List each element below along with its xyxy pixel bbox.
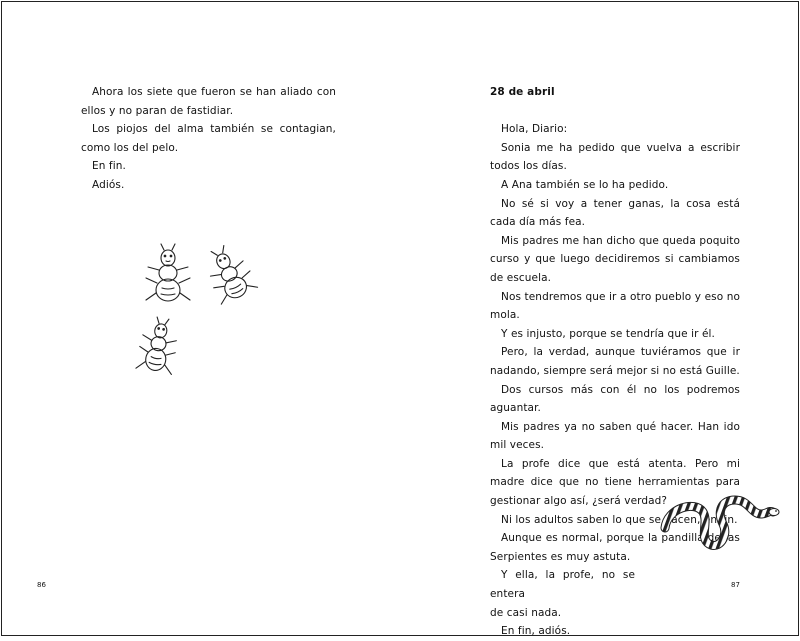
book-spread: [1, 1, 799, 636]
paragraph: Dos cursos más con él no los podremos aguantar.: [490, 383, 740, 415]
paragraph: Y es injusto, porque se tendría que ir él.: [501, 327, 715, 340]
paragraph: Mis padres ya no saben qué hacer. Han ido mil veces.: [490, 420, 740, 452]
paragraph-line: de casi nada.: [490, 606, 562, 619]
paragraph: Ahora los siete que fueron se han aliado con ellos y no paran de fastidiar.: [81, 86, 336, 117]
louse-drawing: [146, 244, 190, 301]
paragraph: En fin.: [92, 160, 126, 173]
paragraph: Aunque es normal, porque la pandilla de las Serpientes es muy astuta.: [490, 532, 740, 563]
louse-drawing: [136, 315, 181, 374]
snake-illustration: [655, 490, 781, 552]
paragraph: Los piojos del alma también se contagian, como los del pelo.: [81, 123, 336, 154]
lice-illustration: [130, 242, 270, 392]
paragraph: Hola, Diario:: [501, 123, 568, 136]
right-page-text: [490, 83, 740, 641]
left-page: [2, 2, 401, 635]
page-number: 86: [37, 581, 46, 589]
paragraph: Adiós.: [92, 178, 125, 191]
paragraph: Nos tendremos que ir a otro pueblo y eso no mola.: [490, 290, 740, 322]
left-page-text: [81, 83, 336, 195]
paragraph: A Ana también se lo ha pedido.: [501, 178, 669, 191]
closing: En fin, adiós.: [501, 625, 571, 638]
paragraph: Sonia me ha pedido que vuelva a escribir todos los días.: [490, 141, 740, 173]
paragraph: Pero, la verdad, aunque tuviéramos que ir nadando, siempre será mejor si no está Guille.: [490, 346, 740, 377]
paragraph-line: Y ella, la profe, no se entera: [490, 569, 635, 601]
paragraph: No sé si voy a tener ganas, la cosa está cada día más fea.: [490, 197, 740, 229]
louse-drawing: [199, 242, 258, 305]
paragraph: Ni los adultos saben lo que se hacen, en fin.: [501, 513, 738, 526]
paragraph: La profe dice que está atenta. Pero mi madre dice que no tiene herramientas para gestionar algo así, ¿será verdad?: [490, 457, 740, 508]
right-page: [401, 2, 800, 638]
entry-date: 28 de abril: [490, 86, 555, 98]
page-number: 87: [731, 581, 740, 589]
paragraph: Mis padres me han dicho que queda poquito curso y que luego decidiremos si cambiamos de escuela.: [490, 234, 740, 284]
